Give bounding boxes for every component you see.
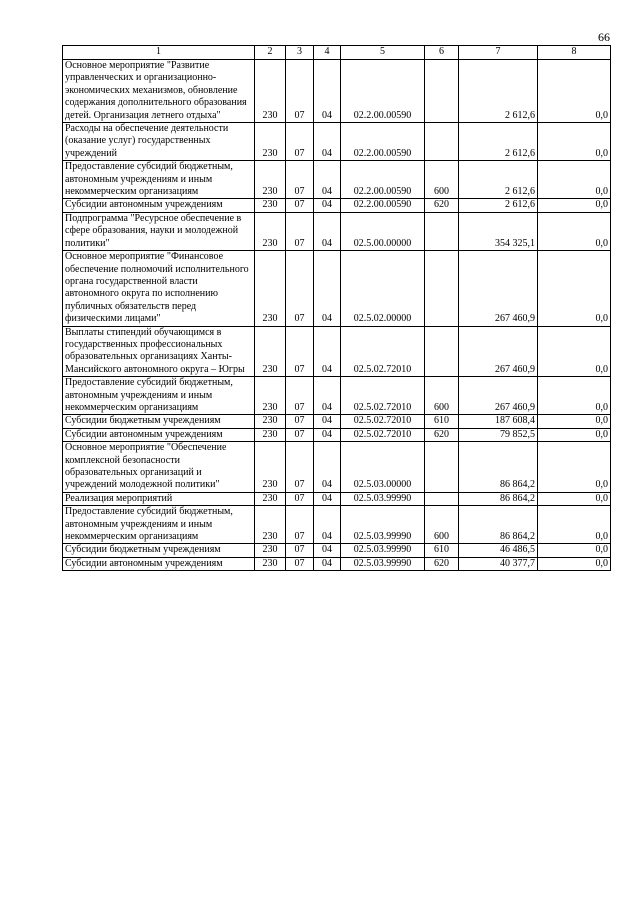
admin-code-cell: 230 — [255, 557, 286, 570]
section-code-cell: 07 — [286, 415, 314, 428]
admin-code-cell: 230 — [255, 415, 286, 428]
item-name-cell: Субсидии автономным учреждениям — [63, 199, 255, 212]
item-name-cell: Расходы на обеспечение деятельности (оказание услуг) государственных учреждений — [63, 123, 255, 161]
expense-type-cell: 620 — [425, 428, 459, 441]
target-article-cell: 02.5.02.72010 — [341, 415, 425, 428]
table-row — [63, 506, 611, 544]
amount-cell: 267 460,9 — [459, 377, 538, 415]
target-article-cell: 02.5.02.00000 — [341, 251, 425, 326]
table-row — [63, 326, 611, 377]
admin-code-cell: 230 — [255, 428, 286, 441]
amount-extra-cell: 0,0 — [538, 161, 611, 199]
header-cell: 2 — [255, 46, 286, 60]
amount-cell: 2 612,6 — [459, 199, 538, 212]
header-cell: 4 — [314, 46, 341, 60]
subsection-code-cell: 04 — [314, 251, 341, 326]
amount-extra-cell: 0,0 — [538, 199, 611, 212]
amount-cell: 46 486,5 — [459, 544, 538, 557]
item-name-cell: Основное мероприятие "Финансовое обеспечение полномочий исполнительного органа государственной власти автономного округа по исполнению публичных обязательств перед физическими лицами" — [63, 251, 255, 326]
amount-cell: 86 864,2 — [459, 442, 538, 493]
admin-code-cell: 230 — [255, 199, 286, 212]
expense-type-cell: 620 — [425, 557, 459, 570]
amount-extra-cell: 0,0 — [538, 492, 611, 505]
expense-type-cell: 620 — [425, 199, 459, 212]
amount-cell: 187 608,4 — [459, 415, 538, 428]
amount-extra-cell: 0,0 — [538, 251, 611, 326]
section-code-cell: 07 — [286, 199, 314, 212]
subsection-code-cell: 04 — [314, 415, 341, 428]
amount-cell: 2 612,6 — [459, 161, 538, 199]
table-row — [63, 123, 611, 161]
subsection-code-cell: 04 — [314, 557, 341, 570]
section-code-cell: 07 — [286, 428, 314, 441]
subsection-code-cell: 04 — [314, 199, 341, 212]
admin-code-cell: 230 — [255, 442, 286, 493]
expense-type-cell: 600 — [425, 161, 459, 199]
target-article-cell: 02.5.03.99990 — [341, 557, 425, 570]
item-name-cell: Субсидии бюджетным учреждениям — [63, 544, 255, 557]
table-header-row — [63, 46, 611, 60]
amount-cell: 40 377,7 — [459, 557, 538, 570]
page-number: 66 — [598, 30, 610, 44]
item-name-cell: Субсидии автономным учреждениям — [63, 428, 255, 441]
subsection-code-cell: 04 — [314, 377, 341, 415]
item-name-cell: Предоставление субсидий бюджетным, автономным учреждениям и иным некоммерческим организациям — [63, 377, 255, 415]
expense-type-cell — [425, 492, 459, 505]
admin-code-cell: 230 — [255, 161, 286, 199]
subsection-code-cell: 04 — [314, 492, 341, 505]
header-cell: 5 — [341, 46, 425, 60]
amount-extra-cell: 0,0 — [538, 123, 611, 161]
amount-cell: 267 460,9 — [459, 251, 538, 326]
table-row — [63, 428, 611, 441]
table-row — [63, 161, 611, 199]
expense-type-cell: 600 — [425, 377, 459, 415]
table-row — [63, 557, 611, 570]
target-article-cell: 02.2.00.00590 — [341, 199, 425, 212]
amount-extra-cell: 0,0 — [538, 415, 611, 428]
amount-cell: 267 460,9 — [459, 326, 538, 377]
admin-code-cell: 230 — [255, 506, 286, 544]
admin-code-cell: 230 — [255, 212, 286, 250]
section-code-cell: 07 — [286, 326, 314, 377]
admin-code-cell: 230 — [255, 377, 286, 415]
item-name-cell: Предоставление субсидий бюджетным, автономным учреждениям и иным некоммерческим организациям — [63, 161, 255, 199]
header-cell: 8 — [538, 46, 611, 60]
item-name-cell: Субсидии бюджетным учреждениям — [63, 415, 255, 428]
table-row — [63, 442, 611, 493]
subsection-code-cell: 04 — [314, 123, 341, 161]
amount-extra-cell: 0,0 — [538, 326, 611, 377]
expense-type-cell — [425, 326, 459, 377]
header-cell: 3 — [286, 46, 314, 60]
header-cell: 1 — [63, 46, 255, 60]
target-article-cell: 02.5.00.00000 — [341, 212, 425, 250]
admin-code-cell: 230 — [255, 251, 286, 326]
amount-extra-cell: 0,0 — [538, 544, 611, 557]
expense-type-cell: 610 — [425, 415, 459, 428]
section-code-cell: 07 — [286, 161, 314, 199]
expense-type-cell — [425, 442, 459, 493]
amount-cell: 354 325,1 — [459, 212, 538, 250]
amount-cell: 79 852,5 — [459, 428, 538, 441]
table-row — [63, 377, 611, 415]
item-name-cell: Основное мероприятие "Обеспечение комплексной безопасности образовательных организаций и учреждений молодежной политики" — [63, 442, 255, 493]
amount-extra-cell: 0,0 — [538, 212, 611, 250]
expense-type-cell: 600 — [425, 506, 459, 544]
target-article-cell: 02.5.03.99990 — [341, 544, 425, 557]
section-code-cell: 07 — [286, 212, 314, 250]
target-article-cell: 02.2.00.00590 — [341, 161, 425, 199]
expense-type-cell: 610 — [425, 544, 459, 557]
amount-extra-cell: 0,0 — [538, 60, 611, 123]
expense-type-cell — [425, 123, 459, 161]
amount-cell: 86 864,2 — [459, 492, 538, 505]
target-article-cell: 02.5.03.00000 — [341, 442, 425, 493]
table-row — [63, 60, 611, 123]
item-name-cell: Предоставление субсидий бюджетным, автономным учреждениям и иным некоммерческим организациям — [63, 506, 255, 544]
subsection-code-cell: 04 — [314, 544, 341, 557]
header-cell: 6 — [425, 46, 459, 60]
header-cell: 7 — [459, 46, 538, 60]
target-article-cell: 02.5.02.72010 — [341, 326, 425, 377]
item-name-cell: Подпрограмма "Ресурсное обеспечение в сфере образования, науки и молодежной политики" — [63, 212, 255, 250]
expense-type-cell — [425, 212, 459, 250]
target-article-cell: 02.5.03.99990 — [341, 492, 425, 505]
expense-type-cell — [425, 251, 459, 326]
item-name-cell: Выплаты стипендий обучающимся в государственных профессиональных образовательных организациях Ханты-Мансийского автономного округа – Югры — [63, 326, 255, 377]
subsection-code-cell: 04 — [314, 326, 341, 377]
table-row — [63, 251, 611, 326]
section-code-cell: 07 — [286, 492, 314, 505]
table-body — [63, 60, 611, 571]
table-row — [63, 199, 611, 212]
subsection-code-cell: 04 — [314, 60, 341, 123]
admin-code-cell: 230 — [255, 492, 286, 505]
subsection-code-cell: 04 — [314, 212, 341, 250]
amount-extra-cell: 0,0 — [538, 506, 611, 544]
target-article-cell: 02.2.00.00590 — [341, 60, 425, 123]
table-row — [63, 544, 611, 557]
item-name-cell: Основное мероприятие "Развитие управленческих и организационно-экономических механизмов, обновление содержания дополнительного образования детей. Организация летнего отдыха" — [63, 60, 255, 123]
item-name-cell: Реализация мероприятий — [63, 492, 255, 505]
amount-extra-cell: 0,0 — [538, 557, 611, 570]
section-code-cell: 07 — [286, 251, 314, 326]
budget-table — [62, 45, 611, 571]
admin-code-cell: 230 — [255, 544, 286, 557]
section-code-cell: 07 — [286, 442, 314, 493]
section-code-cell: 07 — [286, 506, 314, 544]
admin-code-cell: 230 — [255, 326, 286, 377]
section-code-cell: 07 — [286, 377, 314, 415]
table-row — [63, 415, 611, 428]
section-code-cell: 07 — [286, 544, 314, 557]
subsection-code-cell: 04 — [314, 428, 341, 441]
subsection-code-cell: 04 — [314, 506, 341, 544]
section-code-cell: 07 — [286, 60, 314, 123]
target-article-cell: 02.5.03.99990 — [341, 506, 425, 544]
amount-extra-cell: 0,0 — [538, 428, 611, 441]
item-name-cell: Субсидии автономным учреждениям — [63, 557, 255, 570]
target-article-cell: 02.5.02.72010 — [341, 428, 425, 441]
target-article-cell: 02.2.00.00590 — [341, 123, 425, 161]
amount-extra-cell: 0,0 — [538, 442, 611, 493]
target-article-cell: 02.5.02.72010 — [341, 377, 425, 415]
amount-cell: 2 612,6 — [459, 60, 538, 123]
section-code-cell: 07 — [286, 557, 314, 570]
amount-extra-cell: 0,0 — [538, 377, 611, 415]
subsection-code-cell: 04 — [314, 161, 341, 199]
subsection-code-cell: 04 — [314, 442, 341, 493]
table-row — [63, 212, 611, 250]
admin-code-cell: 230 — [255, 60, 286, 123]
amount-cell: 86 864,2 — [459, 506, 538, 544]
section-code-cell: 07 — [286, 123, 314, 161]
table-row — [63, 492, 611, 505]
admin-code-cell: 230 — [255, 123, 286, 161]
expense-type-cell — [425, 60, 459, 123]
amount-cell: 2 612,6 — [459, 123, 538, 161]
